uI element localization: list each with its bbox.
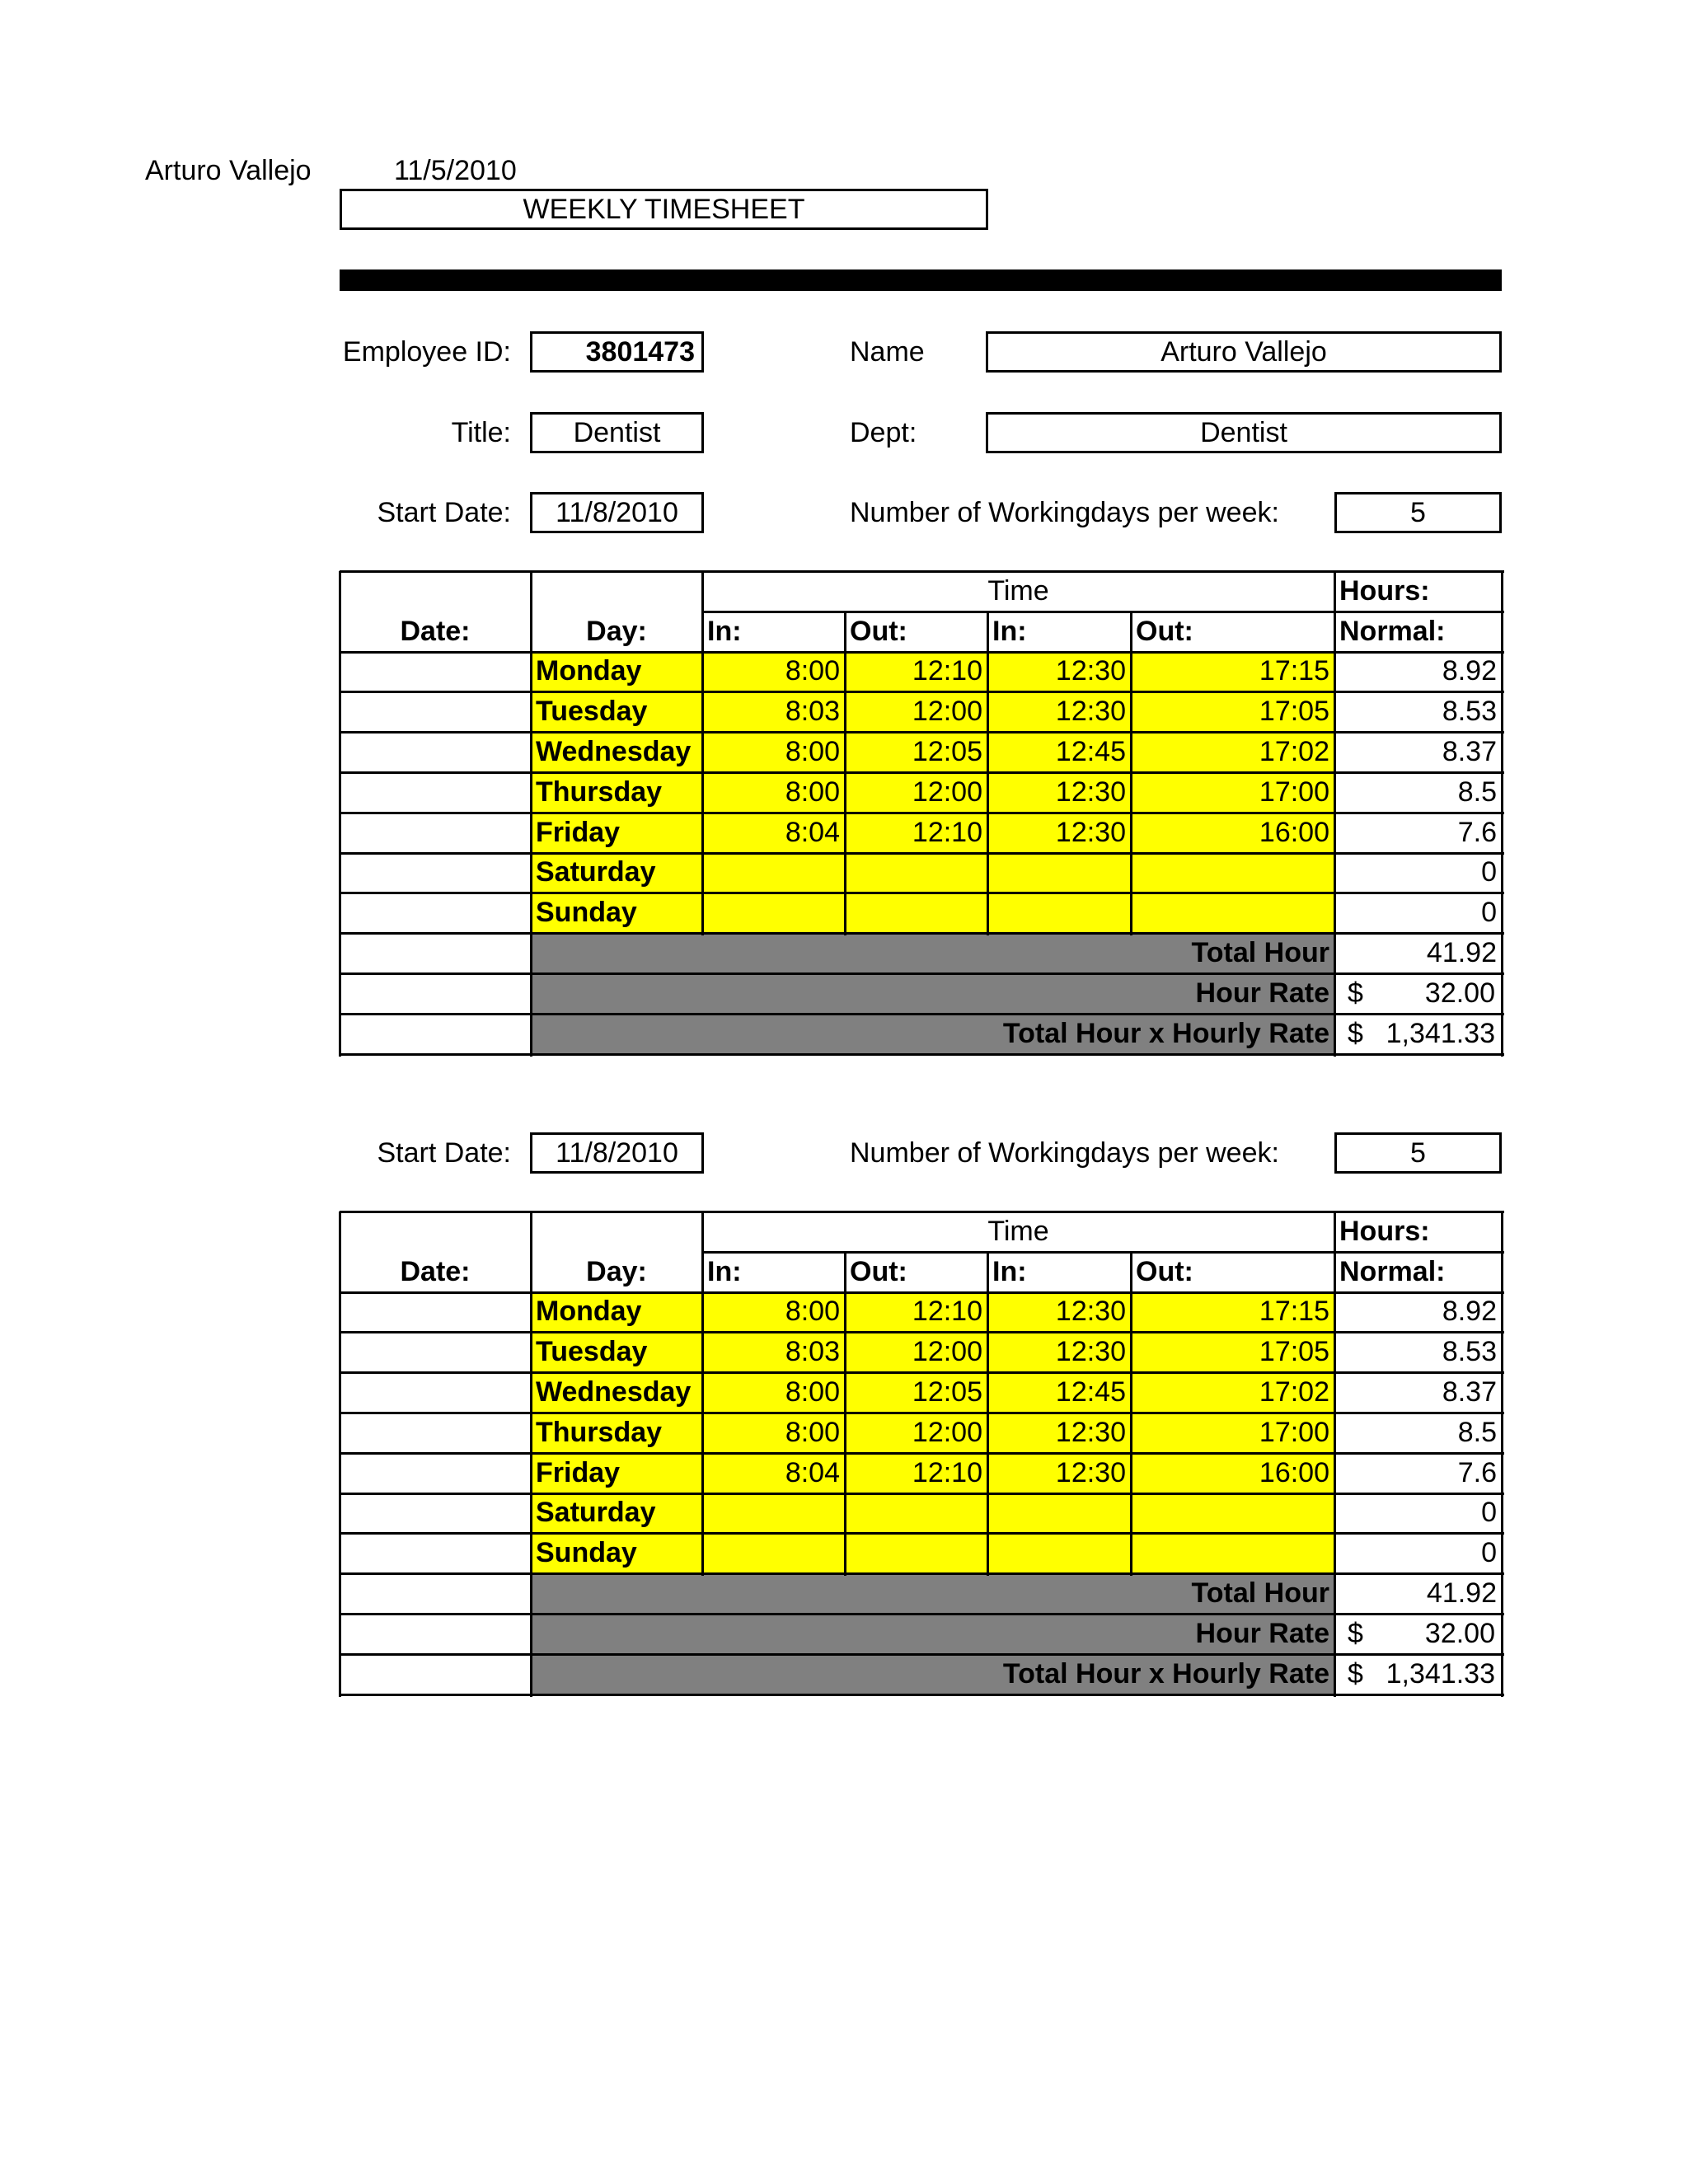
grid-line [987,612,989,935]
grid-line [701,612,704,935]
day-header: Day: [586,615,647,647]
date-cell[interactable] [340,652,531,692]
date-cell[interactable] [340,1493,531,1534]
time-out-cell[interactable] [1131,1493,1334,1534]
grid-line [530,1212,532,1697]
grid-line [340,892,1504,894]
date-header: Date: [400,1255,471,1287]
hour-rate-value [1334,973,1502,1014]
day-name: Friday [536,1456,621,1488]
time-in-cell[interactable]: 12:30 [1055,1296,1126,1328]
grid-line [702,1251,1504,1254]
total-hour-value: 41.92 [1426,1577,1497,1610]
grid-line [340,1053,1504,1056]
time-out-cell[interactable]: 17:05 [1259,696,1329,728]
title-label: Title: [451,416,511,448]
employee-id-label: Employee ID: [342,335,511,368]
time-in-cell[interactable]: 12:30 [1055,1336,1126,1368]
date-cell[interactable] [340,1413,531,1453]
dept-label: Dept: [850,416,917,448]
day-name: Saturday [536,1497,656,1529]
grid-line [1334,571,1336,1057]
time-header: Time [987,574,1049,607]
time-in-cell[interactable]: 8:00 [785,736,840,768]
name-label: Name [850,335,925,368]
time-in-cell[interactable]: 8:00 [785,1296,840,1328]
grid-line [340,1613,1504,1615]
day-name: Monday [536,1296,642,1328]
grid-line [530,571,532,1057]
grid-line [340,852,1504,855]
date-cell[interactable] [340,933,531,973]
in-header: In: [992,615,1027,647]
currency-symbol: $ [1348,977,1363,1009]
date-cell[interactable] [340,732,531,772]
grid-line [340,691,1504,693]
hours-cell: 0 [1481,856,1497,888]
time-out-cell[interactable]: 12:05 [912,1376,982,1408]
time-in-cell[interactable]: 12:30 [1055,1456,1126,1488]
out-header: Out: [850,615,907,647]
time-in-cell[interactable]: 8:00 [785,655,840,687]
time-out-cell[interactable]: 17:15 [1259,1296,1329,1328]
time-out-cell[interactable]: 16:00 [1259,1456,1329,1488]
time-in-cell[interactable]: 8:00 [785,776,840,808]
hour-rate-label: Hour Rate [1195,977,1329,1009]
time-out-cell[interactable]: 17:15 [1259,655,1329,687]
grid-line [340,1371,1504,1374]
name-field[interactable]: Arturo Vallejo [986,331,1502,373]
date-cell[interactable] [340,1533,531,1573]
grid-line [844,1252,846,1576]
time-in-cell[interactable] [702,1533,845,1573]
title-field[interactable]: Dentist [530,412,704,453]
grid-line [340,1694,1504,1696]
in-header: In: [707,1255,742,1287]
grid-line [340,1211,1504,1213]
hour-rate-value [1334,1614,1502,1654]
time-in-cell[interactable] [987,853,1131,893]
time-out-cell[interactable] [845,1533,987,1573]
date-cell[interactable] [340,772,531,813]
time-in-cell[interactable]: 12:30 [1055,696,1126,728]
start-date-field[interactable]: 11/8/2010 [530,492,704,533]
currency-symbol: $ [1348,1017,1363,1049]
date-cell[interactable] [340,1573,531,1614]
employee-id-field[interactable]: 3801473 [530,331,704,373]
date-cell[interactable] [340,1292,531,1333]
grid-line [340,731,1504,733]
total-pay-label: Total Hour x Hourly Rate [1002,1017,1329,1049]
workdays-field[interactable]: 5 [1334,492,1502,533]
timesheet-table [340,571,1502,1054]
dept-field[interactable]: Dentist [986,412,1502,453]
time-in-cell[interactable]: 12:30 [1055,776,1126,808]
date-cell[interactable] [340,853,531,893]
time-in-cell[interactable] [987,893,1131,933]
time-out-cell[interactable]: 17:00 [1259,1416,1329,1448]
time-in-cell[interactable]: 8:03 [785,1336,840,1368]
time-out-cell[interactable] [1131,853,1334,893]
grid-line [340,651,1504,654]
time-in-cell[interactable]: 8:04 [785,1456,840,1488]
time-in-cell[interactable]: 12:30 [1055,1416,1126,1448]
time-in-cell[interactable]: 8:03 [785,696,840,728]
grid-line [340,1493,1504,1495]
grid-line [340,1653,1504,1656]
date-cell[interactable] [340,1453,531,1493]
date-cell[interactable] [340,1654,531,1694]
in-header: In: [992,1255,1027,1287]
out-header: Out: [1136,1255,1193,1287]
hours-cell: 8.53 [1442,1336,1497,1368]
grid-line [1501,571,1503,1057]
grid-line [340,1452,1504,1455]
time-in-cell[interactable] [702,1493,845,1534]
total-hour-value: 41.92 [1426,937,1497,969]
total-pay-value [1334,1654,1502,1694]
grid-line [340,1013,1504,1015]
total-pay-value [1334,1014,1502,1054]
time-in-cell[interactable]: 12:30 [1055,655,1126,687]
grid-line [340,1532,1504,1535]
hours-cell: 8.92 [1442,655,1497,687]
normal-header: Normal: [1339,1255,1446,1287]
header-owner: Arturo Vallejo [145,155,312,186]
date-cell[interactable] [340,691,531,732]
hours-cell: 8.37 [1442,736,1497,768]
hours-cell: 8.5 [1457,776,1497,808]
grid-line [340,570,1504,573]
time-out-cell[interactable]: 12:00 [912,1416,982,1448]
day-name: Monday [536,655,642,687]
grid-line [340,1412,1504,1414]
grid-line [340,972,1504,975]
total-pay-amount: 1,341.33 [1386,1657,1495,1690]
start-date-field[interactable]: 11/8/2010 [530,1132,704,1174]
hours-cell: 7.6 [1457,1456,1497,1488]
time-out-cell[interactable]: 17:00 [1259,776,1329,808]
hour-rate-label: Hour Rate [1195,1617,1329,1649]
date-cell[interactable] [340,1014,531,1054]
hours-cell: 0 [1481,1497,1497,1529]
date-cell[interactable] [340,813,531,853]
hours-cell: 0 [1481,897,1497,929]
time-in-cell[interactable] [702,853,845,893]
day-name: Friday [536,816,621,848]
day-name: Tuesday [536,696,648,728]
date-cell[interactable] [340,1332,531,1372]
in-header: In: [707,615,742,647]
total-pay-label: Total Hour x Hourly Rate [1002,1657,1329,1690]
total-hour-label: Total Hour [1191,1577,1329,1610]
workdays-label: Number of Workingdays per week: [850,496,1279,528]
time-out-cell[interactable]: 12:10 [912,816,982,848]
time-out-cell[interactable]: 12:00 [912,1336,982,1368]
day-name: Wednesday [536,1376,692,1408]
time-out-cell[interactable]: 17:02 [1259,736,1329,768]
grid-line [340,1291,1504,1294]
time-in-cell[interactable]: 12:30 [1055,816,1126,848]
hour-rate-amount: 32.00 [1424,977,1495,1009]
workdays-label: Number of Workingdays per week: [850,1137,1279,1169]
grid-line [340,771,1504,774]
grid-line [844,612,846,935]
hours-header: Hours: [1339,574,1430,607]
grid-line [701,1252,704,1576]
time-out-cell[interactable] [845,893,987,933]
grid-line [702,611,1504,613]
day-name: Thursday [536,1416,663,1448]
timesheet-table [340,1212,1502,1694]
date-header: Date: [400,615,471,647]
time-out-cell[interactable]: 17:05 [1259,1336,1329,1368]
time-in-cell[interactable] [702,893,845,933]
time-out-cell[interactable]: 12:00 [912,696,982,728]
time-out-cell[interactable] [845,853,987,893]
time-out-cell[interactable]: 16:00 [1259,816,1329,848]
grid-line [339,571,341,1057]
grid-line [701,1212,704,1254]
grid-line [1130,1252,1132,1576]
day-name: Saturday [536,856,656,888]
day-name: Sunday [536,1537,637,1569]
time-out-cell[interactable] [845,1493,987,1534]
time-in-cell[interactable] [987,1493,1131,1534]
normal-header: Normal: [1339,615,1446,647]
day-name: Tuesday [536,1336,648,1368]
title-divider-bar [340,269,1502,291]
time-out-cell[interactable]: 12:10 [912,1296,982,1328]
hours-cell: 8.92 [1442,1296,1497,1328]
grid-line [340,932,1504,935]
grid-line [1501,1212,1503,1697]
day-header: Day: [586,1255,647,1287]
date-cell[interactable] [340,893,531,933]
time-out-cell[interactable]: 12:10 [912,1456,982,1488]
time-header: Time [987,1215,1049,1247]
hours-cell: 8.37 [1442,1376,1497,1408]
time-out-cell[interactable]: 17:02 [1259,1376,1329,1408]
hours-cell: 8.5 [1457,1416,1497,1448]
hours-cell: 8.53 [1442,696,1497,728]
grid-line [987,1252,989,1576]
hours-cell: 0 [1481,1537,1497,1569]
day-name: Sunday [536,897,637,929]
start-date-label: Start Date: [377,496,511,528]
time-in-cell[interactable]: 12:45 [1055,1376,1126,1408]
time-out-cell[interactable]: 12:05 [912,736,982,768]
grid-line [340,812,1504,814]
time-out-cell[interactable]: 12:00 [912,776,982,808]
total-hour-label: Total Hour [1191,937,1329,969]
hour-rate-amount: 32.00 [1424,1617,1495,1649]
hours-header: Hours: [1339,1215,1430,1247]
time-out-cell[interactable] [1131,893,1334,933]
out-header: Out: [1136,615,1193,647]
time-out-cell[interactable]: 12:10 [912,655,982,687]
out-header: Out: [850,1255,907,1287]
time-in-cell[interactable]: 8:00 [785,1416,840,1448]
grid-line [1334,1212,1336,1697]
time-in-cell[interactable] [987,1533,1131,1573]
grid-line [339,1212,341,1697]
currency-symbol: $ [1348,1657,1363,1690]
date-cell[interactable] [340,973,531,1014]
time-in-cell[interactable]: 12:45 [1055,736,1126,768]
grid-line [340,1572,1504,1575]
grid-line [1130,612,1132,935]
currency-symbol: $ [1348,1617,1363,1649]
workdays-field[interactable]: 5 [1334,1132,1502,1174]
grid-line [340,1331,1504,1333]
day-name: Wednesday [536,736,692,768]
day-name: Thursday [536,776,663,808]
date-cell[interactable] [340,1614,531,1654]
header-date: 11/5/2010 [394,155,517,186]
time-out-cell[interactable] [1131,1533,1334,1573]
date-cell[interactable] [340,1372,531,1413]
page-title: WEEKLY TIMESHEET [340,189,988,230]
hours-cell: 7.6 [1457,816,1497,848]
time-in-cell[interactable]: 8:04 [785,816,840,848]
start-date-label: Start Date: [377,1137,511,1169]
total-pay-amount: 1,341.33 [1386,1017,1495,1049]
time-in-cell[interactable]: 8:00 [785,1376,840,1408]
grid-line [701,571,704,614]
